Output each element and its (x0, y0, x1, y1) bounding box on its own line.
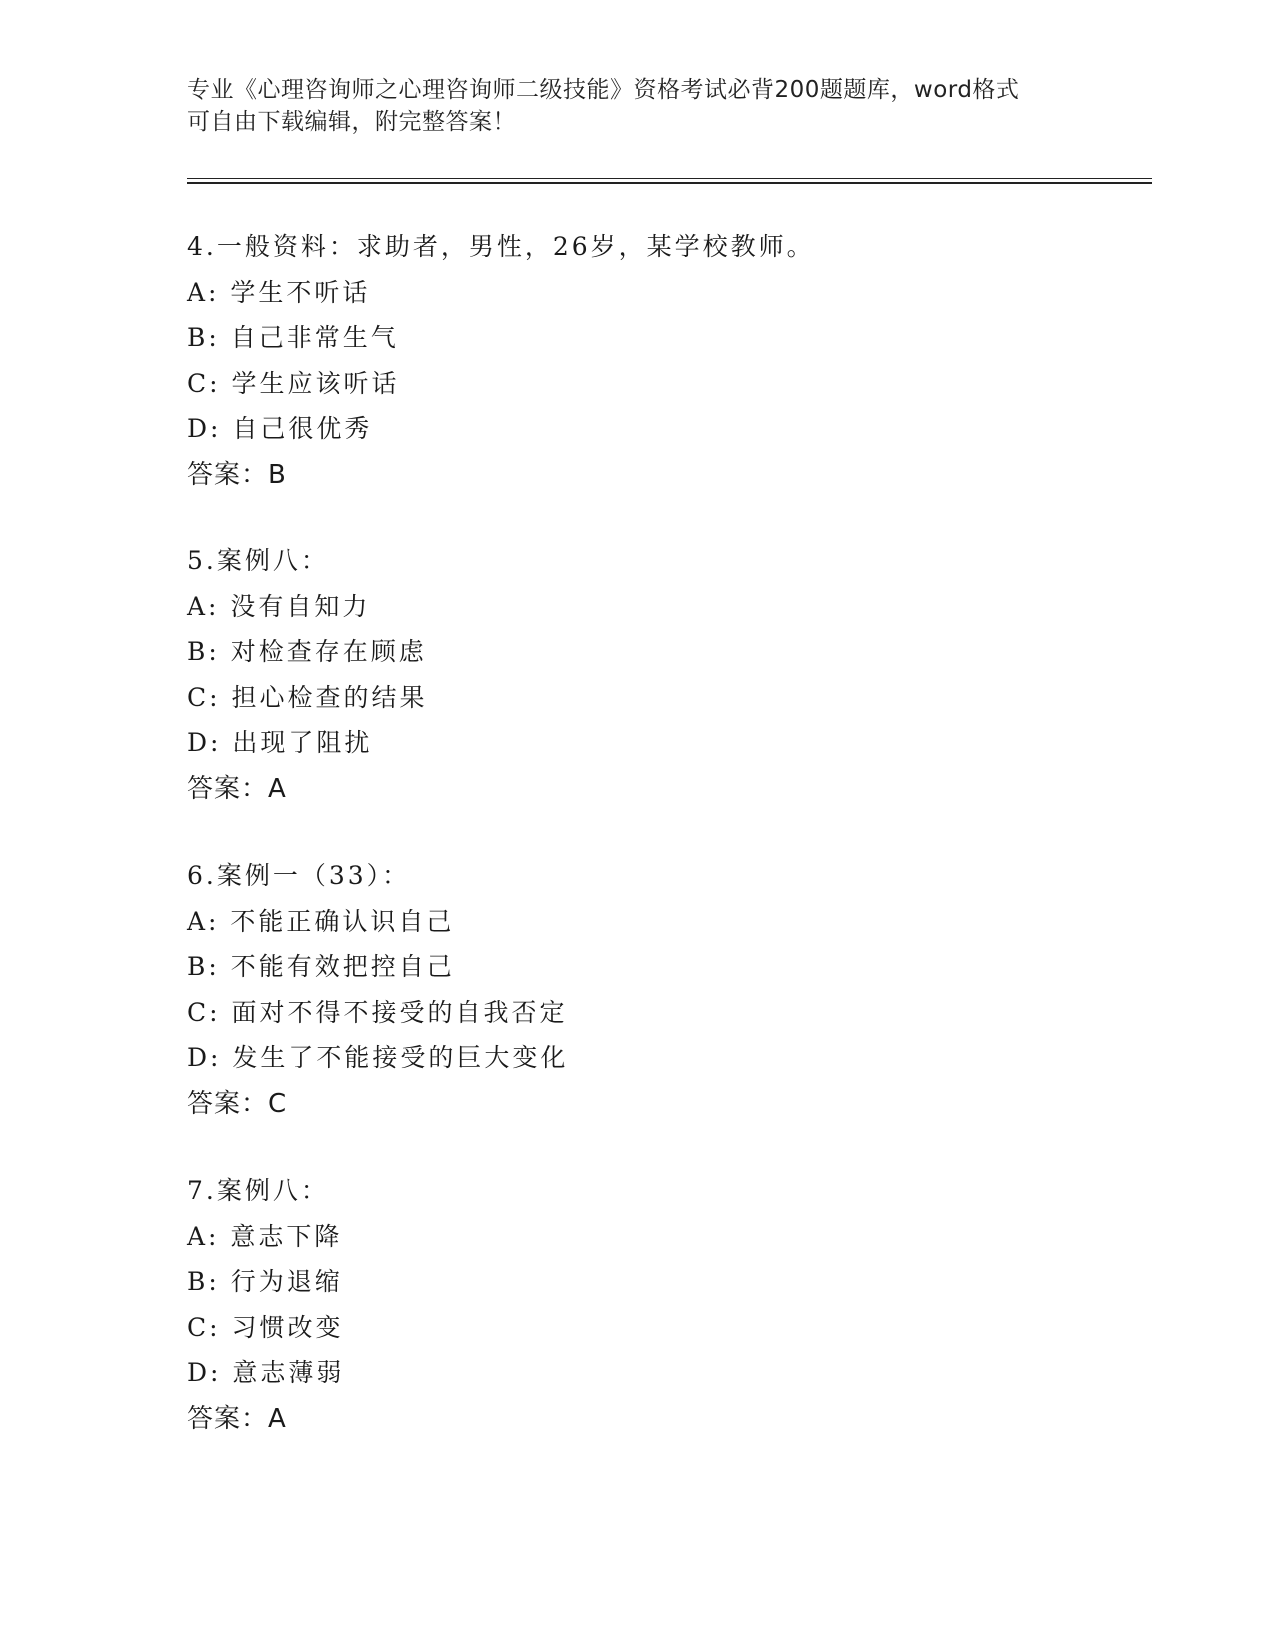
question-block (187, 861, 1187, 1134)
option-c: C: 担心检查的结果 (187, 682, 428, 712)
header-divider-bottom (187, 182, 1152, 184)
option-c: C: 习惯改变 (187, 1312, 344, 1342)
question-stem: 7.案例八： (187, 1176, 329, 1205)
option-b: B: 不能有效把控自己 (187, 952, 455, 981)
question-stem: 6.案例一（33）： (187, 861, 411, 890)
option-a: A: 不能正确认识自己 (187, 906, 455, 936)
option-a: A: 意志下降 (187, 1221, 343, 1251)
answer-text: 答案：A (187, 773, 287, 804)
option-d: D: 出现了阻扰 (187, 728, 373, 757)
document-header (187, 74, 1087, 138)
option-d: D: 发生了不能接受的巨大变化 (187, 1043, 569, 1072)
option-b: B: 自己非常生气 (187, 323, 399, 352)
option-b: B: 行为退缩 (187, 1267, 343, 1296)
option-a: A: 学生不听话 (187, 277, 371, 307)
option-d: D: 自己很优秀 (187, 414, 373, 443)
option-c: C: 面对不得不接受的自我否定 (187, 997, 568, 1027)
option-d: D: 意志薄弱 (187, 1358, 345, 1387)
question-block (187, 1176, 1187, 1449)
question-block (187, 232, 1187, 505)
question-stem: 4.一般资料：求助者，男性，26岁，某学校教师。 (187, 232, 815, 261)
option-b: B: 对检查存在顾虑 (187, 637, 427, 666)
answer-text: 答案：B (187, 459, 287, 490)
question-stem: 5.案例八： (187, 546, 329, 575)
header-divider-top (187, 178, 1152, 179)
answer-text: 答案：A (187, 1403, 287, 1434)
option-c: C: 学生应该听话 (187, 368, 400, 398)
question-block (187, 546, 1187, 819)
header-line-2: 可自由下载编辑，附完整答案！ (187, 109, 516, 135)
header-line-1: 专业《心理咨询师之心理咨询师二级技能》资格考试必背200题题库，word格式 (187, 77, 1020, 103)
answer-text: 答案：C (187, 1088, 288, 1119)
option-a: A: 没有自知力 (187, 591, 371, 621)
